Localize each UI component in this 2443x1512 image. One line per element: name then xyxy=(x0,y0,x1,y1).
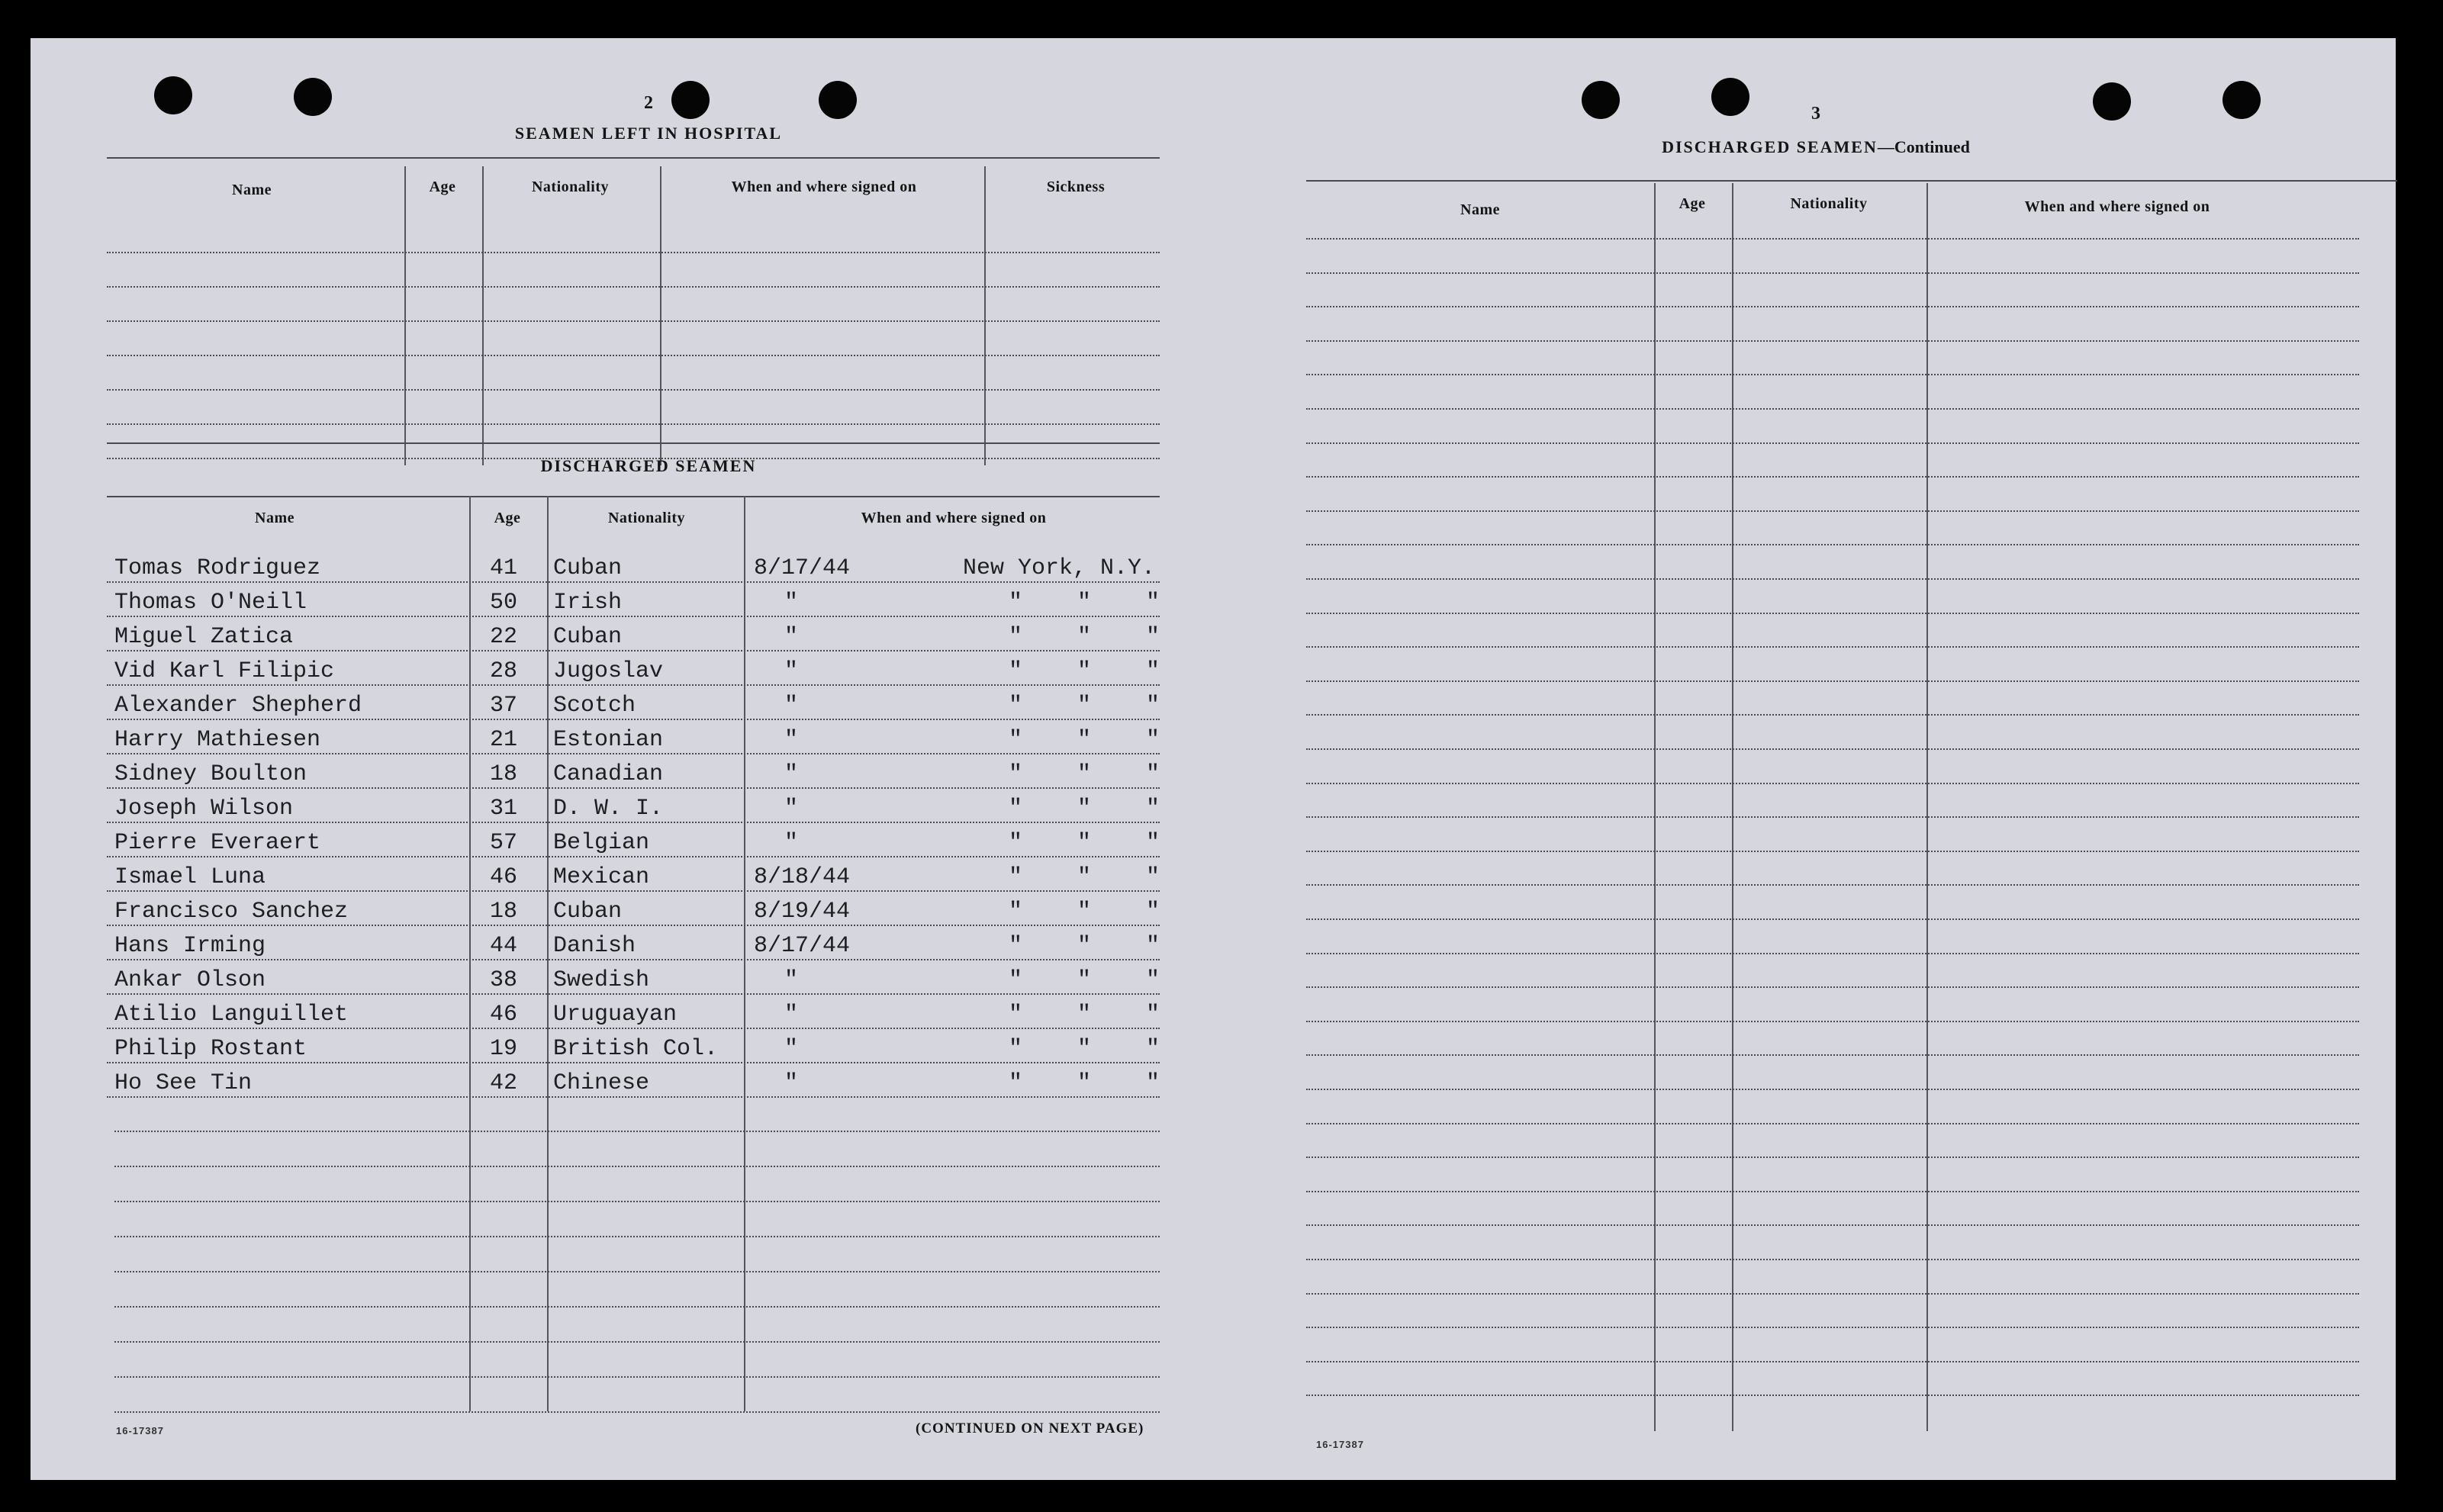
signed-on-date: 8/17/44 xyxy=(754,933,851,959)
seaman-name: Hans Irming xyxy=(114,933,266,959)
col-header-signed-on: When and where signed on xyxy=(861,510,1047,526)
punch-hole xyxy=(294,78,332,116)
signed-on-date: " xyxy=(784,590,799,616)
seaman-age: 38 xyxy=(490,967,518,993)
seaman-name: Ankar Olson xyxy=(114,967,266,993)
punch-hole xyxy=(2223,81,2261,119)
seaman-name: Joseph Wilson xyxy=(114,796,294,822)
section-title-discharged-continued: DISCHARGED SEAMEN—Continued xyxy=(1662,137,1970,156)
form-number: 16-17387 xyxy=(1316,1439,1364,1450)
col-header-signed-on: When and where signed on xyxy=(731,179,917,195)
table-row xyxy=(107,791,1190,823)
seaman-name: Ho See Tin xyxy=(114,1070,253,1096)
table-row xyxy=(107,688,1190,720)
seaman-nationality: Cuban xyxy=(553,624,623,650)
seaman-name: Miguel Zatica xyxy=(114,624,294,650)
punch-hole xyxy=(1582,81,1620,119)
signed-on-date: " xyxy=(784,796,799,822)
table-row xyxy=(107,654,1190,686)
seaman-nationality: Swedish xyxy=(553,967,650,993)
seaman-age: 50 xyxy=(490,590,518,616)
signed-on-date: " xyxy=(784,693,799,719)
seaman-nationality: Cuban xyxy=(553,555,623,581)
signed-on-date: " xyxy=(784,624,799,650)
seaman-name: Alexander Shepherd xyxy=(114,693,362,719)
seaman-nationality: D. W. I. xyxy=(553,796,664,822)
signed-on-date: " xyxy=(784,658,799,684)
signed-on-place: " " " xyxy=(1009,658,1160,684)
seaman-name: Francisco Sanchez xyxy=(114,899,349,925)
seaman-name: Vid Karl Filipic xyxy=(114,658,335,684)
seaman-age: 44 xyxy=(490,933,518,959)
seaman-age: 28 xyxy=(490,658,518,684)
table-row xyxy=(107,1066,1190,1098)
seaman-age: 41 xyxy=(490,555,518,581)
col-header-age: Age xyxy=(429,179,456,195)
document-sheet xyxy=(31,38,2396,1480)
signed-on-place: " " " xyxy=(1009,727,1160,753)
seaman-nationality: Danish xyxy=(553,933,636,959)
table-row xyxy=(107,757,1190,789)
table-row xyxy=(107,860,1190,892)
signed-on-place: " " " xyxy=(1009,693,1160,719)
signed-on-place: " " " xyxy=(1009,1070,1160,1096)
seaman-age: 18 xyxy=(490,761,518,787)
signed-on-place: " " " xyxy=(1009,967,1160,993)
seaman-name: Pierre Everaert xyxy=(114,830,321,856)
col-header-nationality: Nationality xyxy=(531,179,610,195)
seaman-name: Atilio Languillet xyxy=(114,1002,349,1028)
seaman-nationality: Chinese xyxy=(553,1070,650,1096)
seaman-age: 21 xyxy=(490,727,518,753)
form-number: 16-17387 xyxy=(116,1425,164,1436)
seaman-age: 46 xyxy=(490,1002,518,1028)
punch-hole xyxy=(819,81,857,119)
seaman-age: 19 xyxy=(490,1036,518,1062)
col-header-age: Age xyxy=(494,510,521,526)
signed-on-place: " " " xyxy=(1009,624,1160,650)
signed-on-date: " xyxy=(784,830,799,856)
seaman-nationality: Irish xyxy=(553,590,623,616)
table-row xyxy=(107,825,1190,857)
table-row xyxy=(107,894,1190,926)
col-header-name: Name xyxy=(255,510,295,526)
signed-on-place: " " " xyxy=(1009,1036,1160,1062)
seaman-nationality: British Col. xyxy=(553,1036,719,1062)
seaman-nationality: Scotch xyxy=(553,693,636,719)
table-row xyxy=(107,997,1190,1029)
table-row xyxy=(107,928,1190,960)
seaman-name: Tomas Rodriguez xyxy=(114,555,321,581)
seaman-age: 46 xyxy=(490,864,518,890)
punch-hole xyxy=(154,76,192,114)
signed-on-date: " xyxy=(784,727,799,753)
signed-on-place: " " " xyxy=(1009,1002,1160,1028)
seaman-age: 37 xyxy=(490,693,518,719)
punch-hole xyxy=(1711,78,1749,116)
seaman-name: Ismael Luna xyxy=(114,864,266,890)
signed-on-place: New York, N.Y. xyxy=(963,555,1156,581)
signed-on-date: " xyxy=(784,761,799,787)
signed-on-date: 8/18/44 xyxy=(754,864,851,890)
seaman-nationality: Estonian xyxy=(553,727,664,753)
table-row xyxy=(107,722,1190,754)
signed-on-date: " xyxy=(784,1070,799,1096)
seaman-nationality: Cuban xyxy=(553,899,623,925)
table-row xyxy=(107,1031,1190,1063)
seaman-nationality: Jugoslav xyxy=(553,658,664,684)
signed-on-place: " " " xyxy=(1009,864,1160,890)
seaman-age: 57 xyxy=(490,830,518,856)
section-title-discharged: DISCHARGED SEAMEN xyxy=(540,456,757,475)
seaman-nationality: Mexican xyxy=(553,864,650,890)
seaman-nationality: Belgian xyxy=(553,830,650,856)
page-number: 2 xyxy=(644,93,653,113)
signed-on-place: " " " xyxy=(1009,830,1160,856)
seaman-name: Philip Rostant xyxy=(114,1036,307,1062)
seaman-name: Sidney Boulton xyxy=(114,761,307,787)
signed-on-place: " " " xyxy=(1009,761,1160,787)
signed-on-date: 8/17/44 xyxy=(754,555,851,581)
seaman-nationality: Canadian xyxy=(553,761,664,787)
signed-on-date: " xyxy=(784,1002,799,1028)
seaman-nationality: Uruguayan xyxy=(553,1002,678,1028)
col-header-name: Name xyxy=(232,182,272,198)
seaman-age: 22 xyxy=(490,624,518,650)
col-header-age: Age xyxy=(1679,195,1706,212)
page-number: 3 xyxy=(1811,104,1820,124)
table-row xyxy=(107,585,1190,617)
signed-on-date: " xyxy=(784,1036,799,1062)
punch-hole xyxy=(2093,82,2131,121)
col-header-name: Name xyxy=(1460,201,1500,218)
seaman-age: 31 xyxy=(490,796,518,822)
col-header-nationality: Nationality xyxy=(607,510,686,526)
seaman-name: Thomas O'Neill xyxy=(114,590,307,616)
signed-on-date: " xyxy=(784,967,799,993)
seaman-age: 42 xyxy=(490,1070,518,1096)
seaman-age: 18 xyxy=(490,899,518,925)
signed-on-date: 8/19/44 xyxy=(754,899,851,925)
table-row xyxy=(107,963,1190,995)
col-header-nationality: Nationality xyxy=(1790,195,1868,212)
table-row xyxy=(107,551,1190,583)
signed-on-place: " " " xyxy=(1009,796,1160,822)
signed-on-place: " " " xyxy=(1009,590,1160,616)
section-title-hospital: SEAMEN LEFT IN HOSPITAL xyxy=(514,124,783,143)
col-header-signed-on: When and where signed on xyxy=(2024,198,2210,215)
seaman-name: Harry Mathiesen xyxy=(114,727,321,753)
signed-on-place: " " " xyxy=(1009,933,1160,959)
signed-on-place: " " " xyxy=(1009,899,1160,925)
col-header-sickness: Sickness xyxy=(1046,179,1106,195)
continued-footer: (CONTINUED ON NEXT PAGE) xyxy=(916,1420,1144,1436)
table-row xyxy=(107,619,1190,651)
